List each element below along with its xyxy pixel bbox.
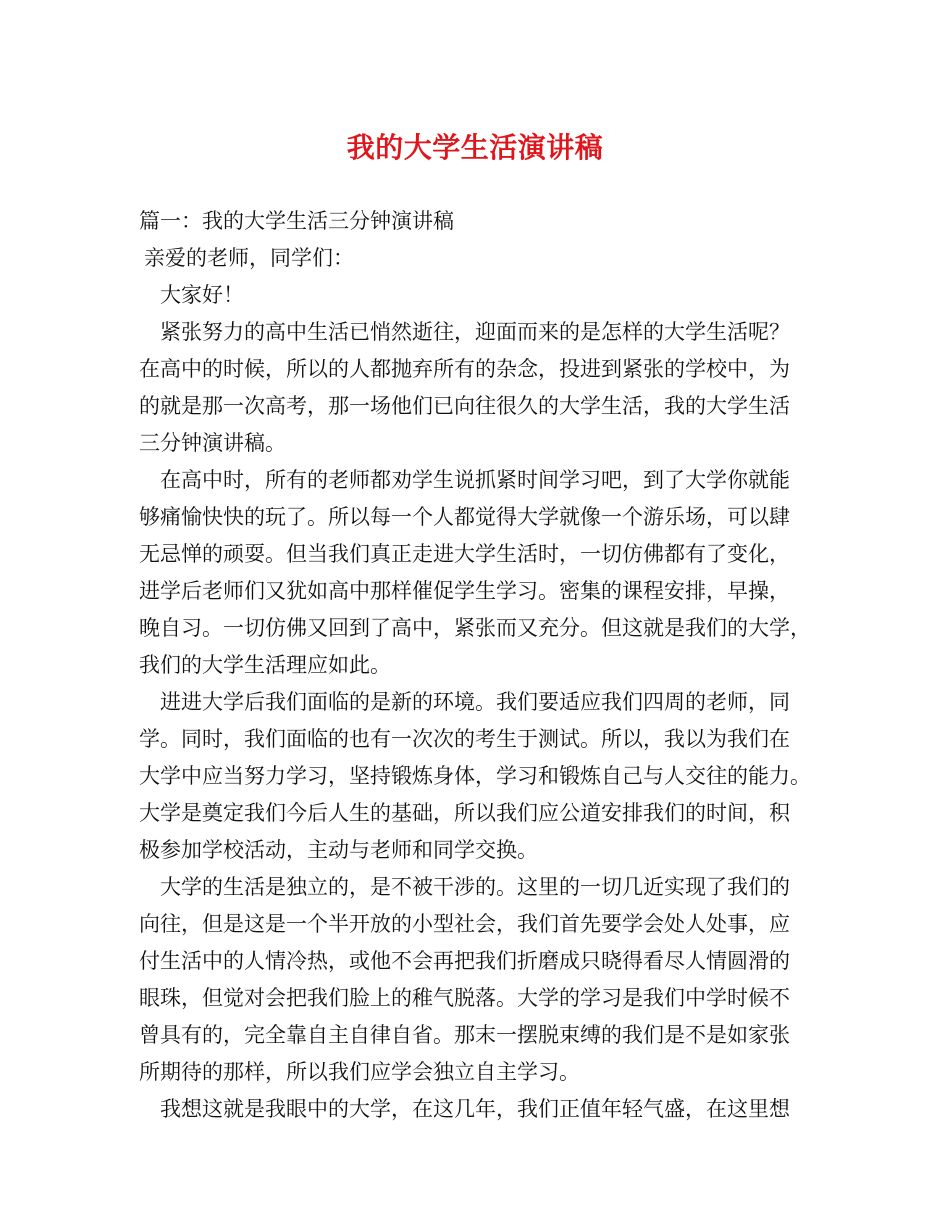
paragraph-line: 所期待的那样，所以我们应学会独立自主学习。 — [139, 1060, 580, 1084]
paragraph-line: 无忌惮的顽耍。但当我们真正走进大学生活时，一切仿佛都有了变化， — [139, 542, 790, 566]
paragraph-line: 向往，但是这是一个半开放的小型社会，我们首先要学会处人处事，应 — [139, 912, 790, 936]
paragraph-line: 大学是奠定我们今后人生的基础，所以我们应公道安排我们的时间，积 — [139, 801, 790, 825]
paragraph-line: 够痛愉快快的玩了。所以每一个人都觉得大学就像一个游乐场，可以肆 — [139, 505, 790, 529]
salutation: 亲爱的老师，同学们： — [144, 246, 354, 270]
paragraph-line: 在高中时，所有的老师都劝学生说抓紧时间学习吧，到了大学你就能 — [160, 468, 790, 492]
document-body — [139, 203, 839, 1128]
paragraph-line: 我们的大学生活理应如此。 — [139, 653, 391, 677]
paragraph-line: 进学后老师们又犹如高中那样催促学生学习。密集的课程安排，早操， — [139, 579, 790, 603]
paragraph-line: 三分钟演讲稿。 — [139, 431, 286, 455]
paragraph-line: 在高中的时候，所以的人都抛弃所有的杂念，投进到紧张的学校中，为 — [139, 357, 790, 381]
paragraph-line: 进进大学后我们面临的是新的环境。我们要适应我们四周的老师，同 — [160, 690, 790, 714]
paragraph-line: 眼珠，但觉对会把我们脸上的稚气脱落。大学的学习是我们中学时候不 — [139, 986, 790, 1010]
paragraph-line: 我想这就是我眼中的大学，在这几年，我们正值年轻气盛，在这里想 — [160, 1097, 790, 1121]
paragraph-line: 极参加学校活动，主动与老师和同学交换。 — [139, 838, 538, 862]
paragraph-line: 大学中应当努力学习，坚持锻炼身体，学习和锻炼自己与人交往的能力。 — [139, 764, 811, 788]
paragraph-line: 学。同时，我们面临的也有一次次的考生于测试。所以，我以为我们在 — [139, 727, 790, 751]
paragraph-line: 曾具有的，完全靠自主自律自省。那末一摆脱束缚的我们是不是如家张 — [139, 1023, 790, 1047]
paragraph-line: 付生活中的人情冷热，或他不会再把我们折磨成只晓得看尽人情圆滑的 — [139, 949, 790, 973]
paragraph-line: 晚自习。一切仿佛又回到了高中，紧张而又充分。但这就是我们的大学， — [139, 616, 811, 640]
paragraph-line: 大学的生活是独立的，是不被干涉的。这里的一切几近实现了我们的 — [160, 875, 790, 899]
section-heading: 篇一：我的大学生活三分钟演讲稿 — [139, 209, 454, 233]
paragraph-line: 的就是那一次高考，那一场他们已向往很久的大学生活，我的大学生活 — [139, 394, 790, 418]
paragraph-line: 紧张努力的高中生活已悄然逝往，迎面而来的是怎样的大学生活呢？ — [160, 320, 790, 344]
document-title: 我的大学生活演讲稿 — [346, 131, 604, 164]
greeting: 大家好！ — [160, 283, 244, 307]
